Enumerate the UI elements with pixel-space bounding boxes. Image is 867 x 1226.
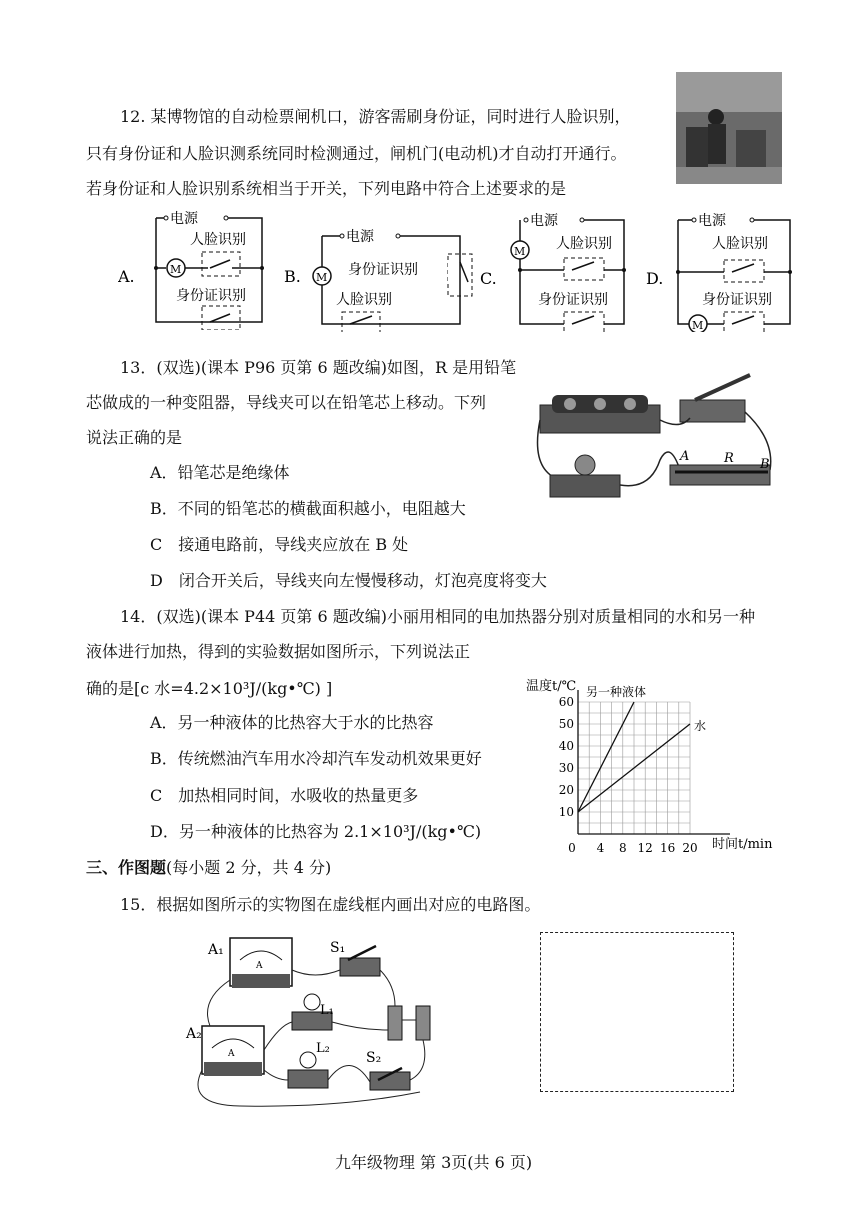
q13-line1: 13．(双选)(课本 P96 页第 6 题改编)如图，R 是用铅笔 [120,358,517,377]
label-a: A [680,449,690,464]
section-3-heading [86,857,331,879]
label-s2: S₂ [366,1050,382,1066]
q13-option-d[interactable]: D 闭合开关后，导线夹向左慢慢移动，灯泡亮度将变大 [150,571,547,590]
svg-text:M: M [692,319,704,332]
svg-text:B.: B. [284,267,301,286]
circuit-option-d[interactable] [646,210,796,332]
svg-text:电源: 电源 [530,213,558,229]
label-s1: S₁ [330,940,346,956]
section-3-note: (每小题 2 分，共 4 分) [166,858,332,877]
svg-text:M: M [170,263,182,276]
x-tick-label: 20 [682,841,698,855]
svg-text:D.: D. [646,269,664,288]
q13-option-a[interactable]: A．铅笔芯是绝缘体 [150,463,290,482]
pencil-rheostat-apparatus [530,360,780,510]
x-tick-label: 8 [618,841,627,855]
circuit-option-c[interactable] [480,210,630,332]
q13-option-b[interactable]: B．不同的铅笔芯的横截面积越小，电阻越大 [150,499,466,518]
x-tick-label: 4 [596,841,605,855]
page-footer: 九年级物理 第 3页(共 6 页) [334,1153,533,1172]
svg-text:M: M [316,271,328,284]
svg-text:电源: 电源 [346,229,374,245]
label-b: B [760,457,770,472]
y-tick-label: 60 [558,695,574,709]
svg-text:人脸识别: 人脸识别 [712,236,768,252]
q14-option-a[interactable]: A．另一种液体的比热容大于水的比热容 [150,713,434,732]
physical-circuit-diagram [180,930,450,1110]
svg-text:A: A [228,1049,235,1059]
chart-xlabel: 时间t/min [712,837,773,852]
series-label: 水 [694,719,707,733]
label-l1: L₁ [320,1003,334,1018]
svg-text:电源: 电源 [698,213,726,229]
q14-option-d[interactable]: D．另一种液体的比热容为 2.1×10³J/(kg•℃) [150,822,482,841]
series-label: 另一种液体 [585,685,647,699]
x-tick-label: 16 [659,841,676,855]
y-tick-label: 50 [558,717,574,731]
x-tick-label: 12 [637,841,653,855]
svg-text:人脸识别: 人脸识别 [190,232,246,248]
label-l2: L₂ [316,1041,330,1056]
heating-chart [520,672,790,857]
svg-text:M: M [514,245,526,258]
svg-text:身份证识别: 身份证识别 [702,292,772,308]
y-tick-label: 30 [558,761,574,775]
label-r: R [724,451,734,466]
circuit-option-b[interactable] [284,222,474,332]
y-tick-label: 20 [558,783,574,797]
q14-line2: 液体进行加热，得到的实验数据如图所示，下列说法正 [86,642,471,661]
q13-option-c[interactable]: C 接通电路前，导线夹应放在 B 处 [150,535,409,554]
q15-line1: 15．根据如图所示的实物图在虚线框内画出对应的电路图。 [120,895,541,914]
circuit-a-letter: A. [118,267,135,286]
y-tick-label: 10 [558,805,574,819]
q14-option-c[interactable]: C 加热相同时间，水吸收的热量更多 [150,786,419,805]
svg-text:A: A [256,961,263,971]
label-a2: A₂ [186,1026,202,1042]
q14-line1: 14．(双选)(课本 P44 页第 6 题改编)小丽用相同的电加热器分别对质量相同的水和另一种 [120,607,755,626]
x-tick-label: 0 [568,841,576,855]
q12-line1: 12. 某博物馆的自动检票闸机口，游客需刷身份证，同时进行人脸识别， [120,107,631,126]
q12-line2: 只有身份证和人脸识测系统同时检测通过，闸机门(电动机)才自动打开通行。 [86,144,627,163]
answer-drawing-box[interactable] [540,932,734,1092]
section-3-title: 三、作图题 [86,858,167,877]
circuit-option-a[interactable] [118,210,268,330]
gate-photo [676,72,782,184]
svg-text:人脸识别: 人脸识别 [556,236,612,252]
svg-text:人脸识别: 人脸识别 [336,292,392,308]
svg-text:身份证识别: 身份证识别 [348,262,418,278]
label-a1: A₁ [208,942,224,958]
q13-line3: 说法正确的是 [86,428,183,447]
q13-line2: 芯做成的一种变阻器，导线夹可以在铅笔芯上移动。下列 [86,393,487,412]
svg-text:C.: C. [480,269,497,288]
chart-ylabel: 温度t/℃ [526,679,577,694]
q14-option-b[interactable]: B．传统燃油汽车用水冷却汽车发动机效果更好 [150,749,482,768]
q14-line3: 确的是[c 水=4.2×10³J/(kg•℃) ] [86,679,333,698]
q12-line3: 若身份证和人脸识别系统相当于开关，下列电路中符合上述要求的是 [86,179,567,198]
svg-text:身份证识别: 身份证识别 [538,292,608,308]
svg-text:电源: 电源 [170,211,198,227]
svg-text:身份证识别: 身份证识别 [176,288,246,304]
y-tick-label: 40 [558,739,574,753]
